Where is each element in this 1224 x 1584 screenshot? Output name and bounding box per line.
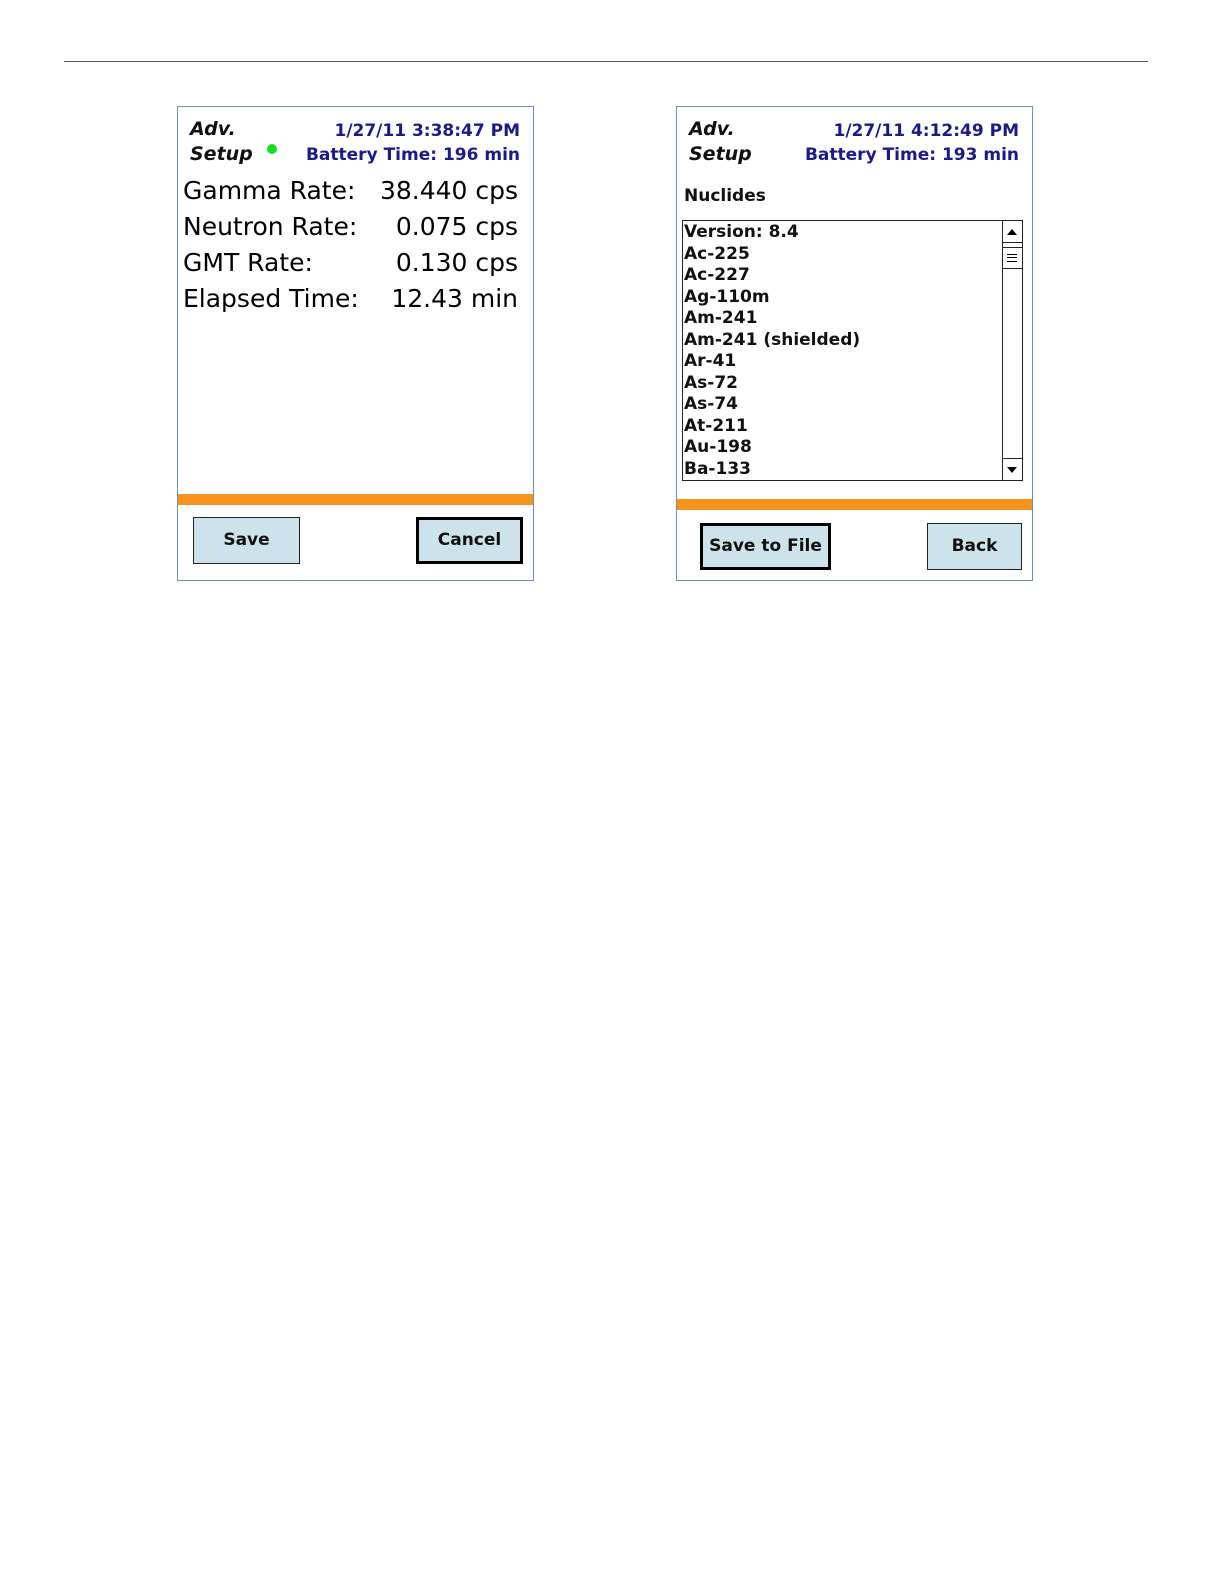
arrow-up-icon[interactable] <box>1003 221 1022 243</box>
list-item[interactable]: At-211 <box>684 415 748 436</box>
list-item[interactable]: As-72 <box>684 372 738 393</box>
reading-value: 0.075 cps <box>395 212 518 241</box>
save-button[interactable]: Save <box>193 517 300 564</box>
device-screen-readings <box>177 106 534 581</box>
cancel-button[interactable]: Cancel <box>416 517 523 564</box>
page-top-divider <box>64 61 1148 62</box>
reading-label: GMT Rate: <box>183 248 313 277</box>
grip-icon[interactable] <box>1003 247 1022 269</box>
list-item[interactable]: Ac-225 <box>684 243 750 264</box>
mode-title-line1: Adv. <box>689 118 735 140</box>
list-item[interactable]: Ar-41 <box>684 351 737 371</box>
reading-value: 12.43 min <box>391 284 518 313</box>
reading-label: Elapsed Time: <box>183 284 359 313</box>
reading-row-gmt <box>183 245 523 281</box>
reading-value: 0.130 cps <box>395 248 518 277</box>
accent-bar <box>178 494 533 505</box>
list-item[interactable]: As-74 <box>684 394 738 414</box>
mode-title <box>190 117 253 167</box>
mode-title-line2: Setup <box>190 143 253 165</box>
device-screen-nuclides <box>676 106 1033 581</box>
accent-bar <box>677 499 1032 510</box>
reading-row-gamma <box>183 173 523 209</box>
reading-label: Gamma Rate: <box>183 176 356 205</box>
battery-time: Battery Time: 193 min <box>804 145 1019 165</box>
list-item[interactable]: Au-198 <box>684 437 752 457</box>
nuclides-label: Nuclides <box>684 186 766 206</box>
mode-title-line2: Setup <box>689 143 752 165</box>
nuclides-listbox[interactable] <box>682 220 1023 481</box>
nuclides-list <box>684 222 1002 480</box>
list-item[interactable]: Ac-227 <box>684 265 750 285</box>
reading-row-neutron <box>183 209 523 245</box>
battery-time: Battery Time: 196 min <box>305 145 520 165</box>
list-item[interactable]: Version: 8.4 <box>684 222 799 242</box>
status-header <box>805 119 1019 167</box>
back-button[interactable]: Back <box>927 523 1022 570</box>
save-to-file-button[interactable]: Save to File <box>700 523 831 570</box>
reading-value: 38.440 cps <box>379 176 518 205</box>
mode-title-line1: Adv. <box>190 118 236 140</box>
arrow-down-icon[interactable] <box>1003 458 1022 480</box>
status-header <box>306 119 520 167</box>
mode-title <box>689 117 752 167</box>
datetime: 1/27/11 3:38:47 PM <box>334 121 520 141</box>
list-item[interactable]: Ag-110m <box>684 286 770 307</box>
status-dot-icon <box>267 144 277 154</box>
list-item[interactable]: Ba-133 <box>684 458 751 479</box>
list-item[interactable]: Am-241 <box>684 308 758 328</box>
readings-panel <box>183 173 523 317</box>
datetime: 1/27/11 4:12:49 PM <box>833 121 1019 141</box>
list-item[interactable]: Am-241 (shielded) <box>684 329 861 350</box>
reading-label: Neutron Rate: <box>183 212 358 241</box>
vertical-scrollbar[interactable] <box>1002 221 1022 480</box>
reading-row-elapsed <box>183 281 523 317</box>
